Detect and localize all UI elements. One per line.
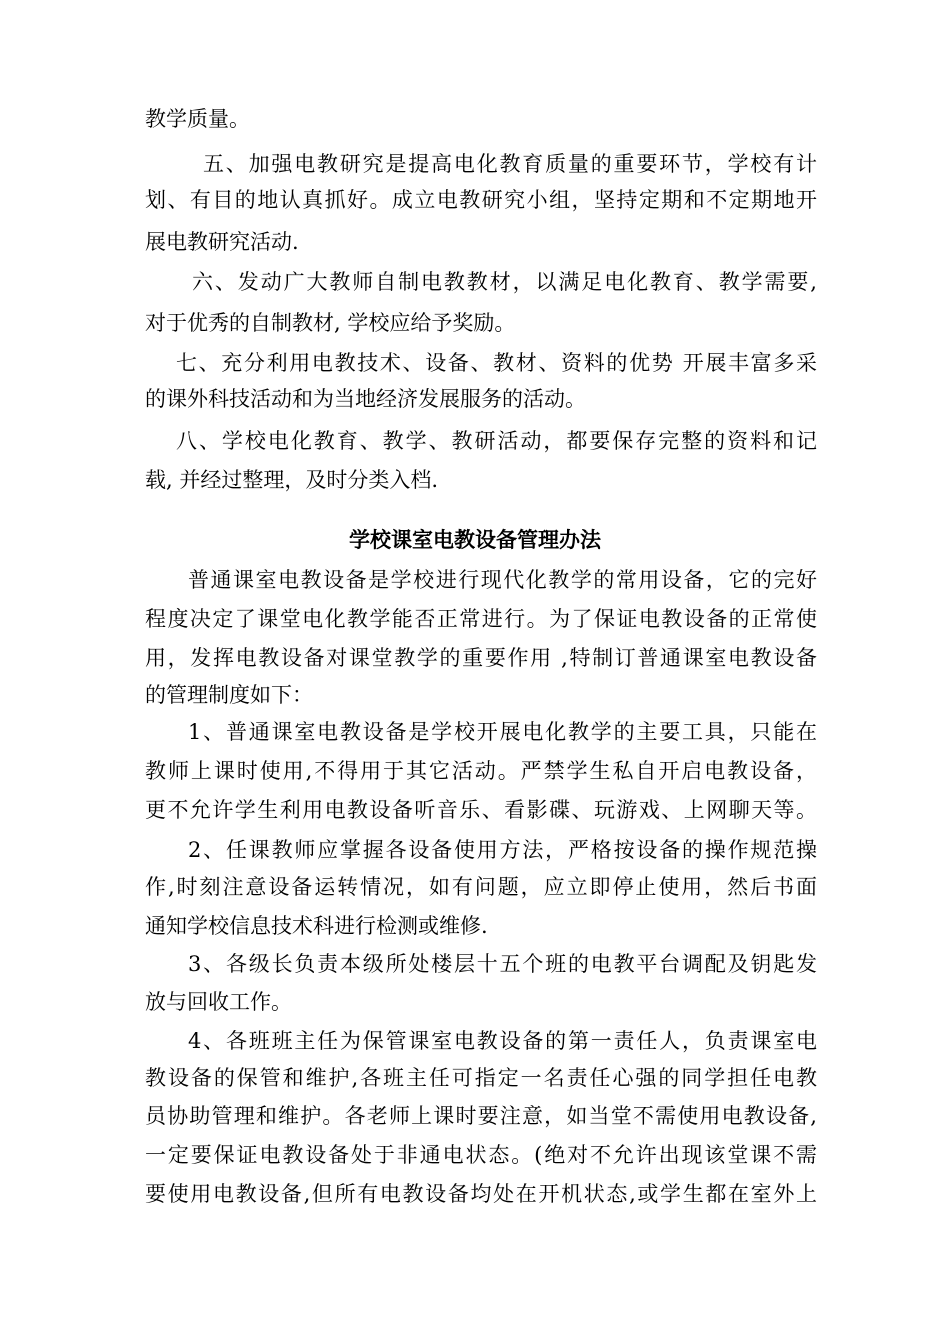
text-line: 教设备的保管和维护,各班主任可指定一名责任心强的同学担任电教 xyxy=(145,1066,817,1090)
text-line: 载, 并经过整理，及时分类入档. xyxy=(145,468,439,492)
text-line: 1、普通课室电教设备是学校开展电化教学的主要工具，只能在 xyxy=(188,720,817,744)
text-line: 一定要保证电教设备处于非通电状态。(绝对不允许出现该堂课不需 xyxy=(145,1143,817,1167)
text-line: 普通课室电教设备是学校进行现代化教学的常用设备，它的完好 xyxy=(188,568,817,592)
text-line: 放与回收工作。 xyxy=(145,990,292,1014)
text-line: 员协助管理和维护。各老师上课时要注意，如当堂不需使用电教设备, xyxy=(145,1104,817,1128)
text-line: 更不允许学生利用电教设备听音乐、看影碟、玩游戏、上网聊天等。 xyxy=(145,798,817,822)
text-line: 作,时刻注意设备运转情况，如有问题，应立即停止使用，然后书面 xyxy=(145,875,817,899)
text-line: 3、各级长负责本级所处楼层十五个班的电教平台调配及钥匙发 xyxy=(188,952,817,976)
text-line: 五、加强电教研究是提高电化教育质量的重要环节，学校有计 xyxy=(203,152,817,176)
text-line: 要使用电教设备,但所有电教设备均处在开机状态,或学生都在室外上 xyxy=(145,1182,817,1206)
text-line: 的课外科技活动和为当地经济发展服务的活动。 xyxy=(145,387,586,411)
text-line: 七、充分利用电教技术、设备、教材、资料的优势 开展丰富多采 xyxy=(176,351,817,375)
text-line: 对于优秀的自制教材, 学校应给予奖励。 xyxy=(145,311,516,335)
section-title: 学校课室电教设备管理办法 xyxy=(349,528,601,552)
text-line: 4、各班班主任为保管课室电教设备的第一责任人，负责课室电 xyxy=(188,1029,817,1053)
text-line: 六、发动广大教师自制电教教材，以满足电化教育、教学需要, xyxy=(192,270,817,294)
text-line: 教师上课时使用,不得用于其它活动。严禁学生私自开启电教设备， xyxy=(145,759,817,783)
text-line: 通知学校信息技术科进行检测或维修. xyxy=(145,914,488,938)
text-line: 程度决定了课堂电化教学能否正常进行。为了保证电教设备的正常使 xyxy=(145,607,817,631)
text-line: 2、任课教师应掌握各设备使用方法，严格按设备的操作规范操 xyxy=(188,838,817,862)
text-line: 划、有目的地认真抓好。成立电教研究小组，坚持定期和不定期地开 xyxy=(145,188,817,212)
text-line: 的管理制度如下： xyxy=(145,683,313,707)
text-line: 教学质量。 xyxy=(145,107,250,131)
text-line: 用，发挥电教设备对课堂教学的重要作用 ,特制订普通课室电教设备 xyxy=(145,646,817,670)
text-line: 展电教研究活动. xyxy=(145,230,299,254)
text-line: 八、学校电化教育、教学、教研活动，都要保存完整的资料和记 xyxy=(176,429,817,453)
